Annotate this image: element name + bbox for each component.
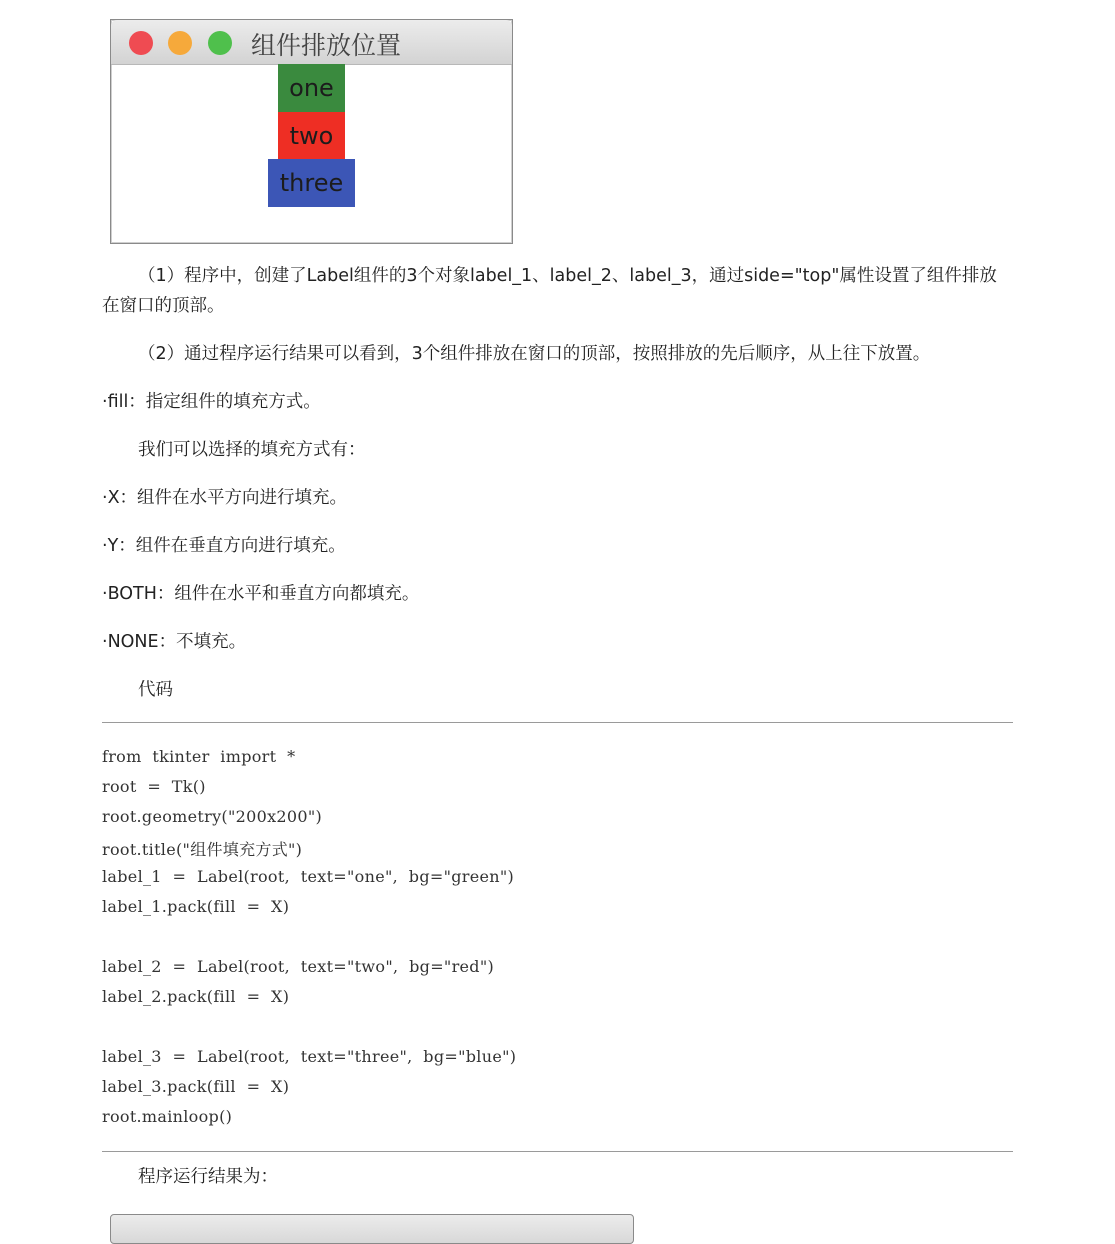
code-top-rule — [102, 722, 1013, 723]
window-titlebar — [111, 20, 512, 65]
code-line: from tkinter import * — [102, 747, 296, 766]
code-line: root = Tk() — [102, 777, 206, 796]
zoom-dot-icon — [208, 31, 232, 55]
window-canvas — [111, 64, 512, 243]
code-line: label_1.pack(fill = X) — [102, 897, 290, 916]
code-line: label_3 = Label(root, text="three", bg="blue") — [102, 1047, 517, 1066]
label-two: two — [278, 112, 345, 159]
code-line: root.mainloop() — [102, 1107, 233, 1126]
code-heading: 代码 — [138, 680, 173, 700]
window-title: 组件排放位置 — [251, 31, 402, 60]
result-window-screenshot-partial — [110, 1214, 634, 1244]
example-window-screenshot — [110, 19, 513, 244]
code-bottom-rule — [102, 1151, 1013, 1152]
code-line: label_2 = Label(root, text="two", bg="red") — [102, 957, 495, 976]
fill-option-x: ·X：组件在水平方向进行填充。 — [102, 488, 348, 508]
code-line: label_2.pack(fill = X) — [102, 987, 290, 1006]
label-three: three — [268, 159, 355, 207]
minimize-dot-icon — [168, 31, 192, 55]
code-line: root.title("组件填充方式") — [102, 840, 303, 859]
close-dot-icon — [129, 31, 153, 55]
fill-option-y: ·Y：组件在垂直方向进行填充。 — [102, 536, 346, 556]
fill-description: ·fill：指定组件的填充方式。 — [102, 392, 321, 412]
code-line: label_1 = Label(root, text="one", bg="green") — [102, 867, 515, 886]
fill-options-intro: 我们可以选择的填充方式有： — [138, 440, 366, 460]
label-one: one — [278, 64, 345, 112]
paragraph-1: （1）程序中，创建了Label组件的3个对象label_1、label_2、label_3，通过side="top"属性设置了组件排放在窗口的顶部。 — [102, 266, 997, 316]
code-line: label_3.pack(fill = X) — [102, 1077, 290, 1096]
fill-option-none: ·NONE：不填充。 — [102, 632, 247, 652]
result-heading: 程序运行结果为： — [138, 1167, 278, 1187]
code-line: root.geometry("200x200") — [102, 807, 323, 826]
fill-option-both: ·BOTH：组件在水平和垂直方向都填充。 — [102, 584, 420, 604]
paragraph-2: （2）通过程序运行结果可以看到，3个组件排放在窗口的顶部，按照排放的先后顺序，从上往下放置。 — [138, 344, 931, 364]
